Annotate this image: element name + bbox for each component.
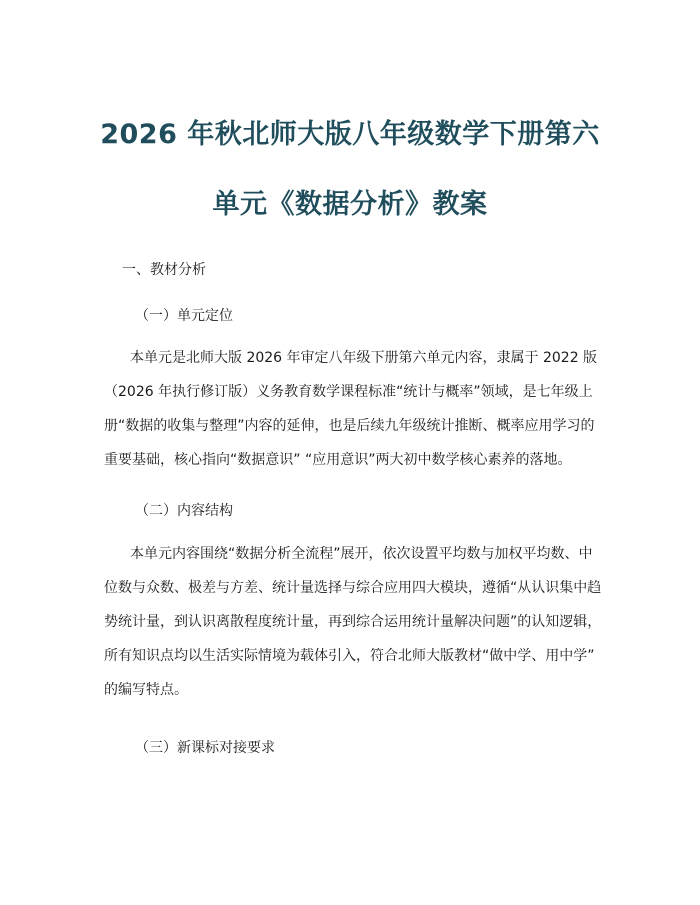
document-title-line-1: 2026 年秋北师大版八年级数学下册第六 bbox=[100, 119, 600, 150]
section-heading-textbook-analysis: 一、教材分析 bbox=[122, 262, 206, 278]
document-title-line-2: 单元《数据分析》教案 bbox=[212, 189, 488, 220]
paragraph-line: （2026 年执行修订版）义务教育数学课程标准“统计与概率”领域，是七年级上 bbox=[104, 384, 593, 400]
subsection-heading-curriculum-requirements: （三）新课标对接要求 bbox=[135, 740, 275, 756]
paragraph-line: 重要基础，核心指向“数据意识” “应用意识”两大初中数学核心素养的落地。 bbox=[104, 452, 572, 468]
paragraph-content-structure bbox=[104, 537, 602, 707]
paragraph-line: 的编写特点。 bbox=[104, 682, 188, 698]
paragraph-line: 所有知识点均以生活实际情境为载体引入，符合北师大版教材“做中学、用中学” bbox=[104, 648, 595, 664]
paragraph-line: 册“数据的收集与整理”内容的延伸，也是后续九年级统计推断、概率应用学习的 bbox=[104, 418, 595, 434]
paragraph-line: 位数与众数、极差与方差、统计量选择与综合应用四大模块，遵循“从认识集中趋 bbox=[104, 580, 602, 596]
paragraph-unit-positioning bbox=[104, 341, 598, 477]
subsection-heading-unit-positioning: （一）单元定位 bbox=[135, 308, 233, 324]
paragraph-line: 本单元是北师大版 2026 年审定八年级下册第六单元内容，隶属于 2022 版 bbox=[130, 350, 598, 366]
paragraph-line: 势统计量，到认识离散程度统计量，再到综合运用统计量解决问题”的认知逻辑， bbox=[104, 614, 602, 630]
subsection-heading-content-structure: （二）内容结构 bbox=[135, 503, 233, 519]
paragraph-line: 本单元内容围绕“数据分析全流程”展开，依次设置平均数与加权平均数、中 bbox=[130, 546, 593, 562]
